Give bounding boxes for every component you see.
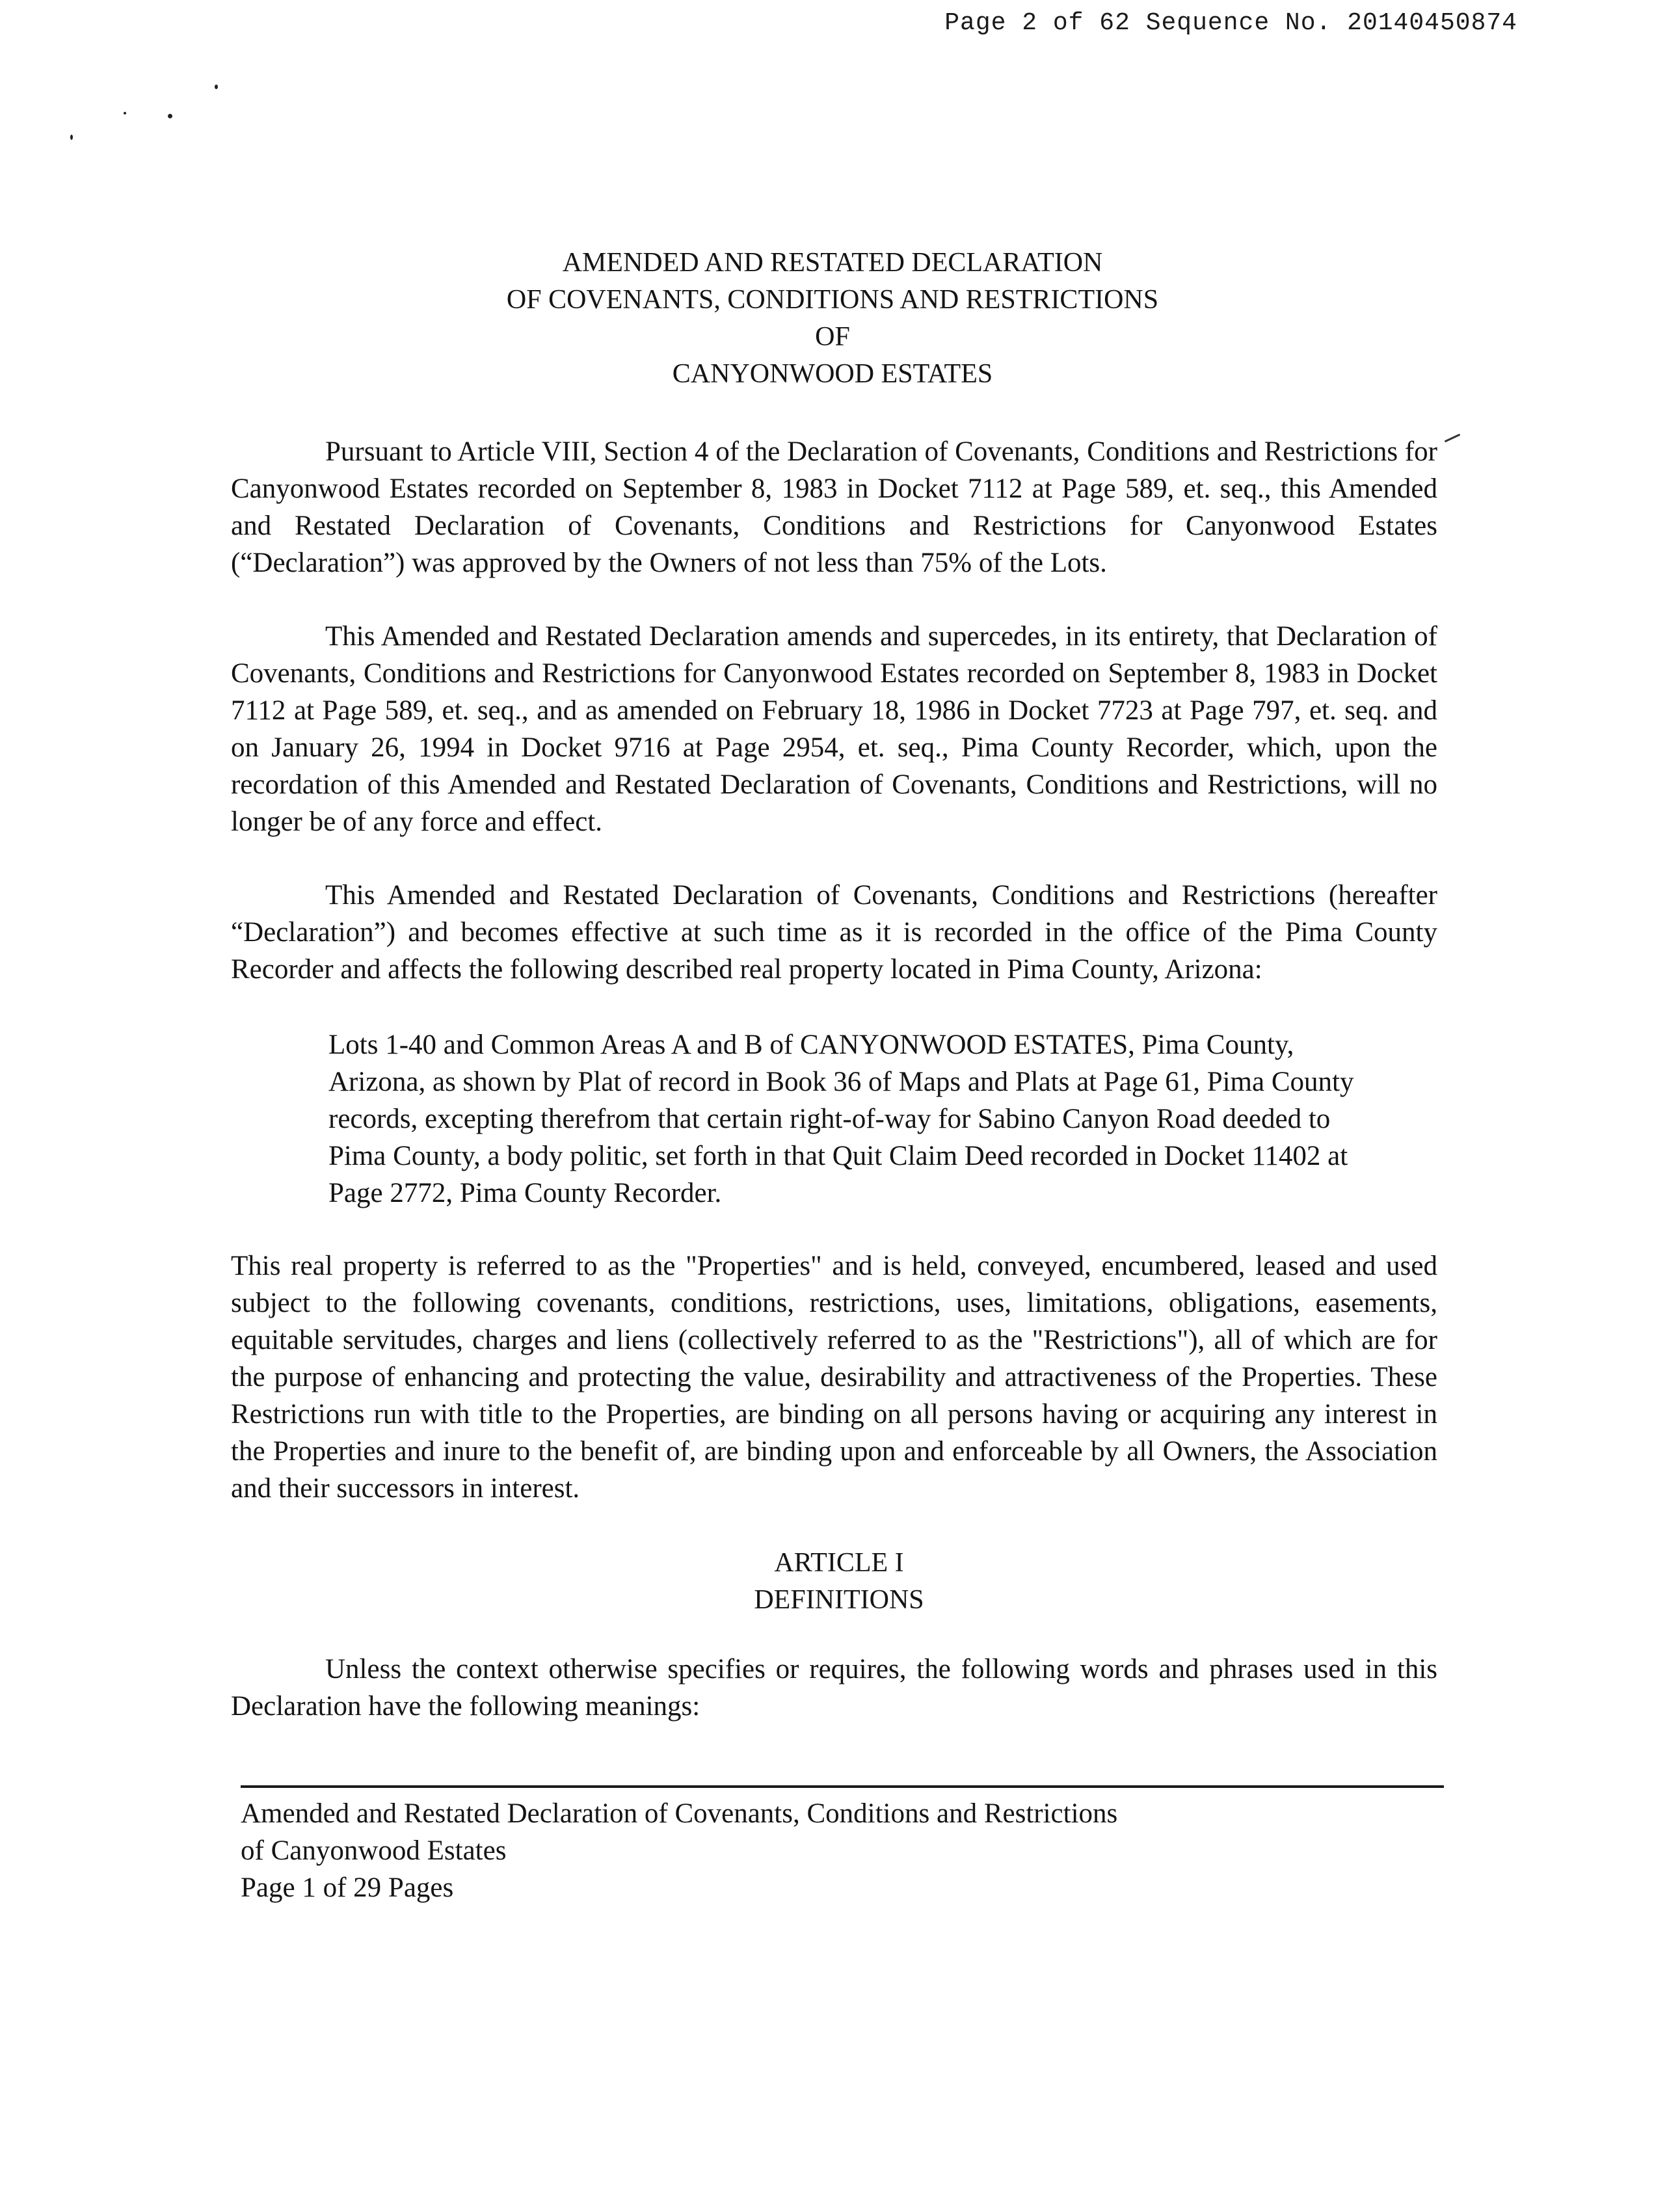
legal-description-block	[328, 1026, 1356, 1212]
scan-speck	[124, 112, 126, 114]
definitions-intro-text: Unless the context otherwise specifies or requires, the following words and phrases used in this Declaration have the following meanings:	[231, 1654, 1437, 1722]
title-line-4: CANYONWOOD ESTATES	[672, 359, 993, 389]
handwritten-tick-mark	[1445, 434, 1461, 443]
footer-divider	[241, 1785, 1444, 1788]
legal-description-text: Lots 1-40 and Common Areas A and B of CANYONWOOD ESTATES, Pima County, Arizona, as shown by Plat of record in Book 36 of Maps and Plats at Page 61, Pima County records, excepting therefrom that certain right-of-way for Sabino Canyon Road deeded to Pima County, a body politic, set forth in that Quit Claim Deed recorded in Docket 11402 at Page 2772, Pima County Recorder.	[328, 1030, 1354, 1208]
paragraph-supersedes	[231, 618, 1437, 840]
page-sequence-header: Page 2 of 62 Sequence No. 20140450874	[944, 9, 1517, 37]
scan-speck	[215, 85, 218, 89]
paragraph-4-text: This real property is referred to as the "Properties" and is held, conveyed, encumbered, leased and used subject to the following covenants, conditions, restrictions, uses, limitations, obligations, easements, equitable servitudes, charges and liens (collectively referred to as the "Restrictions"), all of which are for the purpose of enhancing and protecting the value, desirability and attractiveness of the Properties. These Restrictions run with title to the Properties, are binding on all persons having or acquiring any interest in the Properties and inure to the benefit of, are binding upon and enforceable by all Owners, the Association and their successors in interest.	[231, 1251, 1437, 1504]
article-number: ARTICLE I	[774, 1548, 904, 1578]
article-title: DEFINITIONS	[754, 1585, 924, 1615]
scan-speck	[168, 114, 172, 118]
scan-speck	[70, 135, 73, 140]
article-heading	[702, 1545, 976, 1619]
paragraph-2-text: This Amended and Restated Declaration amends and supercedes, in its entirety, that Declaration of Covenants, Conditions and Restrictions for Canyonwood Estates recorded on September 8, 1983 in Docket 7112 at Page 589, et. seq., and as amended on February 18, 1986 in Docket 7723 at Page 797, et. seq. and on January 26, 1994 in Docket 9716 at Page 2954, et. seq., Pima County Recorder, which, upon the recordation of this Amended and Restated Declaration of Covenants, Conditions and Restrictions, will no longer be of any force and effect.	[231, 621, 1437, 837]
title-line-2: OF COVENANTS, CONDITIONS AND RESTRICTIONS	[506, 285, 1159, 315]
document-title	[351, 245, 1314, 393]
title-line-1: AMENDED AND RESTATED DECLARATION	[562, 248, 1103, 278]
paragraph-authority	[231, 433, 1437, 581]
title-line-3: OF	[815, 322, 850, 352]
paragraph-definitions-intro	[231, 1651, 1437, 1725]
footer-line-2: of Canyonwood Estates	[241, 1835, 507, 1866]
footer-page-number: Page 1 of 29 Pages	[241, 1872, 454, 1903]
paragraph-3-text: This Amended and Restated Declaration of Covenants, Conditions and Restrictions (hereafter “Declaration”) and becomes effective at such time as it is recorded in the office of the Pima County Recorder and affects the following described real property located in Pima County, Arizona:	[231, 880, 1437, 985]
paragraph-effective	[231, 877, 1437, 988]
page-footer	[241, 1795, 1346, 1906]
paragraph-1-text: Pursuant to Article VIII, Section 4 of the Declaration of Covenants, Conditions and Restrictions for Canyonwood Estates recorded on September 8, 1983 in Docket 7112 at Page 589, et. seq., this Amended and Restated Declaration of Covenants, Conditions and Restrictions for Canyonwood Estates (“Declaration”) was approved by the Owners of not less than 75% of the Lots.	[231, 436, 1437, 578]
paragraph-properties	[231, 1247, 1437, 1507]
footer-line-1: Amended and Restated Declaration of Covenants, Conditions and Restrictions	[241, 1798, 1118, 1829]
